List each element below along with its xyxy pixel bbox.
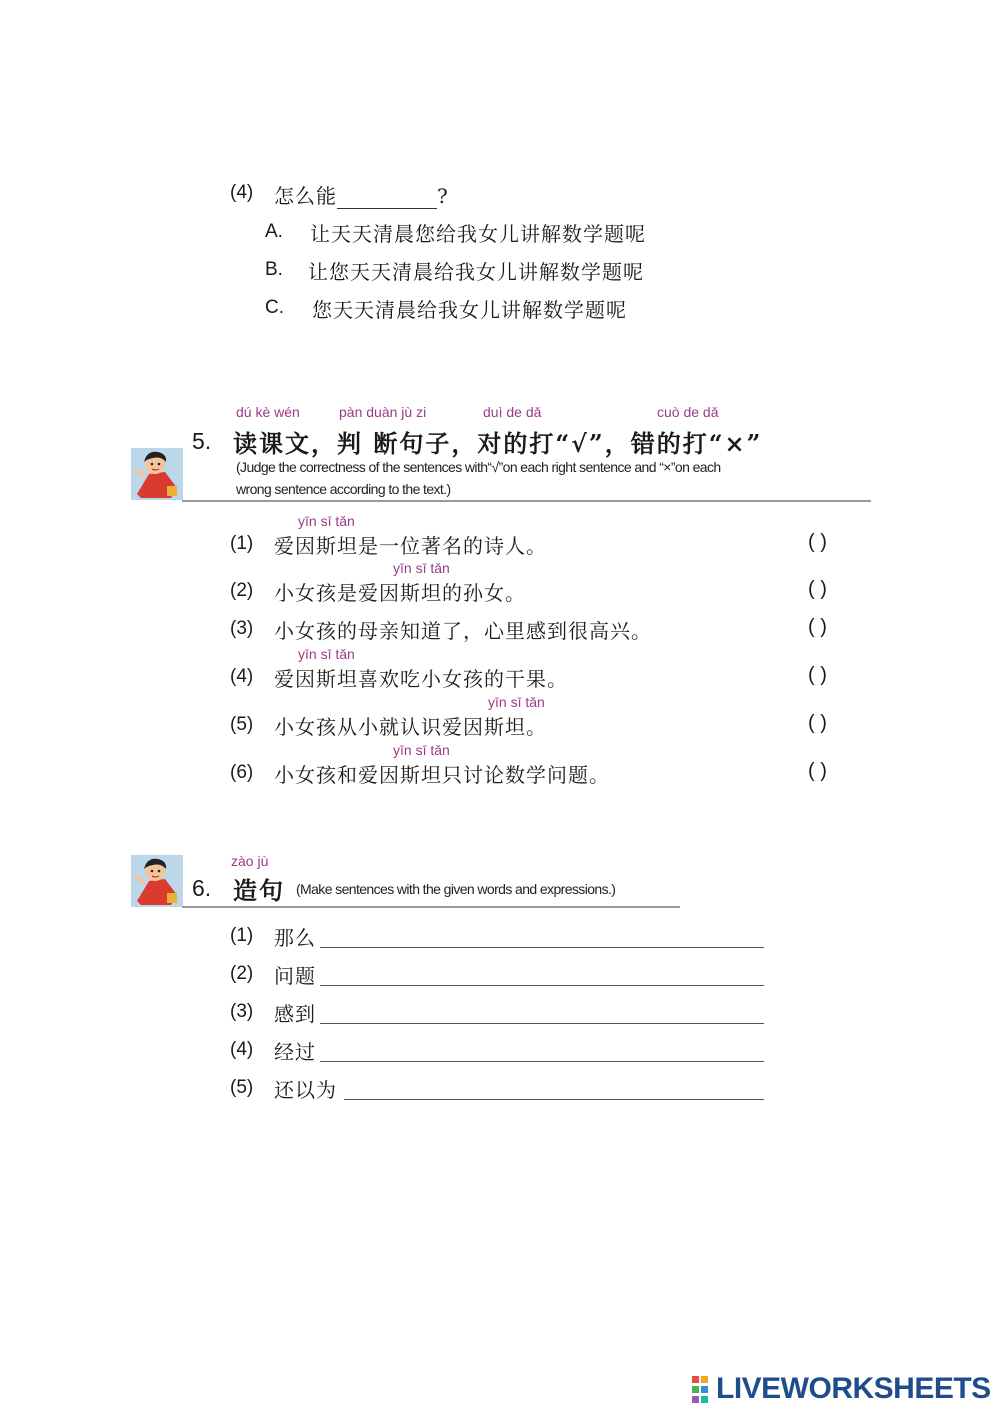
s5-pinyin-2: pàn duàn jù zi [339,404,427,420]
q4-option-a-letter: A. [265,221,283,242]
q4-option-c-text: 您天天清晨给我女儿讲解数学题呢 [312,298,627,322]
s5-item4-number: (4) [230,666,254,687]
s6-number: 6. [192,875,212,901]
s6-item4-answer-line[interactable] [320,1061,764,1062]
s5-item1-number: (1) [230,533,254,554]
q4-option-a-text: 让天天清晨您给我女儿讲解数学题呢 [310,222,646,246]
q4-option-b-text: 让您天天清晨给我女儿讲解数学题呢 [308,260,644,284]
s5-item5-number: (5) [230,714,254,735]
liveworksheets-logo[interactable]: LIVEWORKSHEETS [716,1372,991,1405]
s5-instruction-line2: wrong sentence according to the text.) [236,481,451,497]
s6-item5-number: (5) [230,1077,254,1098]
s5-pinyin-3: duì de dǎ [483,404,542,420]
q4-option-c-letter: C. [265,297,284,318]
s6-instruction: (Make sentences with the given words and expressions.) [296,881,616,897]
s5-number: 5. [192,428,212,454]
s5-item6-text: 小女孩和爱因斯坦只讨论数学问题。 [274,763,610,787]
s5-heading-rule [182,500,871,502]
s5-item5-pinyin: yīn sī tǎn [488,694,545,710]
q4-blank[interactable] [337,188,437,209]
s6-item5-answer-line[interactable] [344,1099,764,1100]
s5-item4-text: 爱因斯坦喜欢吃小女孩的干果。 [274,667,568,691]
s5-item4-pinyin: yīn sī tǎn [298,646,355,662]
s5-item1-text: 爱因斯坦是一位著名的诗人。 [274,534,547,558]
s5-pinyin-1: dú kè wén [236,404,300,420]
s6-item4-word: 经过 [274,1040,316,1064]
q4-stem-end: ? [437,184,449,208]
s5-item6-number: (6) [230,762,254,783]
q4-option-b-letter: B. [265,259,283,280]
s5-instruction-line1: (Judge the correctness of the sentences with“√”on each right sentence and “×”on each [236,459,721,475]
boy-mascot-icon [131,855,183,907]
liveworksheets-logo-icon [692,1376,718,1404]
s5-item1-pinyin: yīn sī tǎn [298,513,355,529]
s5-item3-text: 小女孩的母亲知道了，心里感到很高兴。 [274,619,652,643]
s6-item2-answer-line[interactable] [320,985,764,986]
q4-number: (4) [230,182,254,203]
s5-item5-answer-box[interactable]: ( ) [808,712,827,734]
s6-item1-answer-line[interactable] [320,947,764,948]
s6-item3-word: 感到 [274,1002,316,1026]
s5-item2-answer-box[interactable]: ( ) [808,578,827,600]
s5-item2-pinyin: yīn sī tǎn [393,560,450,576]
s5-item2-text: 小女孩是爱因斯坦的孙女。 [274,581,526,605]
s6-heading-rule [182,906,680,908]
s6-item3-answer-line[interactable] [320,1023,764,1024]
s6-item2-word: 问题 [274,964,316,988]
s5-item3-number: (3) [230,618,254,639]
s6-item1-number: (1) [230,925,254,946]
s5-item2-number: (2) [230,580,254,601]
s6-item1-word: 那么 [274,926,316,950]
s6-item4-number: (4) [230,1039,254,1060]
s6-item2-number: (2) [230,963,254,984]
s5-item5-text: 小女孩从小就认识爱因斯坦。 [274,715,547,739]
s6-item5-word: 还以为 [274,1078,337,1102]
s5-item1-answer-box[interactable]: ( ) [808,531,827,553]
s5-item3-answer-box[interactable]: ( ) [808,616,827,638]
s5-item6-pinyin: yīn sī tǎn [393,742,450,758]
boy-mascot-icon [131,448,183,500]
q4-stem [274,180,449,209]
s5-item4-answer-box[interactable]: ( ) [808,664,827,686]
s6-pinyin: zào jù [231,853,269,869]
s5-title: 读课文，判 断句子，对的打“√”，错的打“×” [233,429,763,458]
s6-title: 造句 [233,876,285,905]
s5-pinyin-4: cuò de dǎ [657,404,719,420]
s5-item6-answer-box[interactable]: ( ) [808,760,827,782]
s6-item3-number: (3) [230,1001,254,1022]
q4-stem-text: 怎么能 [274,184,337,208]
